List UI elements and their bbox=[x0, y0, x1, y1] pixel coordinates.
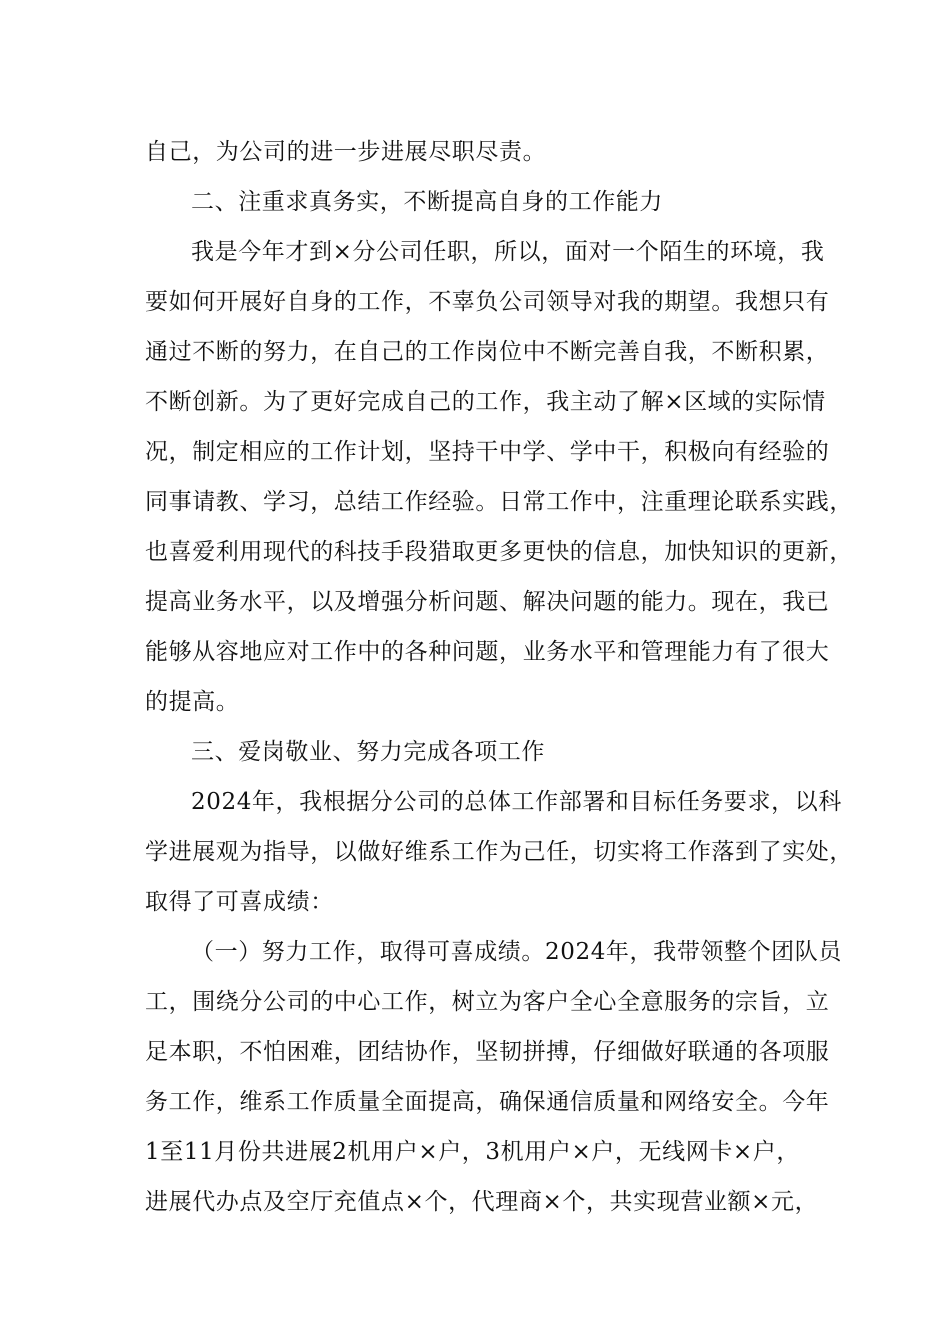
text-line: 工，围绕分公司的中心工作，树立为客户全心全意服务的宗旨，立 bbox=[145, 989, 830, 1015]
section-heading: 三、爱岗敬业、努力完成各项工作 bbox=[191, 739, 545, 765]
text-line: 能够从容地应对工作中的各种问题，业务水平和管理能力有了很大 bbox=[145, 639, 830, 665]
text-line: 务工作，维系工作质量全面提高，确保通信质量和网络安全。今年 bbox=[145, 1089, 830, 1115]
text-line: 1至11月份共进展2机用户×户，3机用户×户，无线网卡×户， bbox=[145, 1139, 800, 1165]
text-line: 我是今年才到×分公司任职，所以，面对一个陌生的环境，我 bbox=[191, 239, 825, 265]
text-line: 进展代办点及空厅充值点×个，代理商×个，共实现营业额×元， bbox=[145, 1189, 819, 1215]
text-line: 学进展观为指导，以做好维系工作为己任，切实将工作落到了实处， bbox=[145, 839, 853, 865]
text-line: 自己，为公司的进一步进展尽职尽责。 bbox=[145, 139, 547, 165]
text-line: 足本职，不怕困难，团结协作，坚韧拼搏，仔细做好联通的各项服 bbox=[145, 1039, 830, 1065]
section-heading: 二、注重求真务实，不断提高自身的工作能力 bbox=[191, 189, 663, 215]
text-line: 也喜爱利用现代的科技手段猎取更多更快的信息，加快知识的更新， bbox=[145, 539, 853, 565]
text-line: （一）努力工作，取得可喜成绩。2024年，我带领整个团队员 bbox=[191, 939, 842, 965]
text-line: 不断创新。为了更好完成自己的工作，我主动了解×区域的实际情 bbox=[145, 389, 826, 415]
text-line: 通过不断的努力，在自己的工作岗位中不断完善自我，不断积累， bbox=[145, 339, 830, 365]
text-line: 2024年，我根据分公司的总体工作部署和目标任务要求，以科 bbox=[191, 789, 842, 815]
text-line: 的提高。 bbox=[145, 689, 240, 715]
text-line: 取得了可喜成绩： bbox=[145, 889, 334, 915]
text-line: 同事请教、学习，总结工作经验。日常工作中，注重理论联系实践， bbox=[145, 489, 853, 515]
text-line: 要如何开展好自身的工作，不辜负公司领导对我的期望。我想只有 bbox=[145, 289, 830, 315]
text-line: 况，制定相应的工作计划，坚持干中学、学中干，积极向有经验的 bbox=[145, 439, 830, 465]
text-line: 提高业务水平，以及增强分析问题、解决问题的能力。现在，我已 bbox=[145, 589, 830, 615]
